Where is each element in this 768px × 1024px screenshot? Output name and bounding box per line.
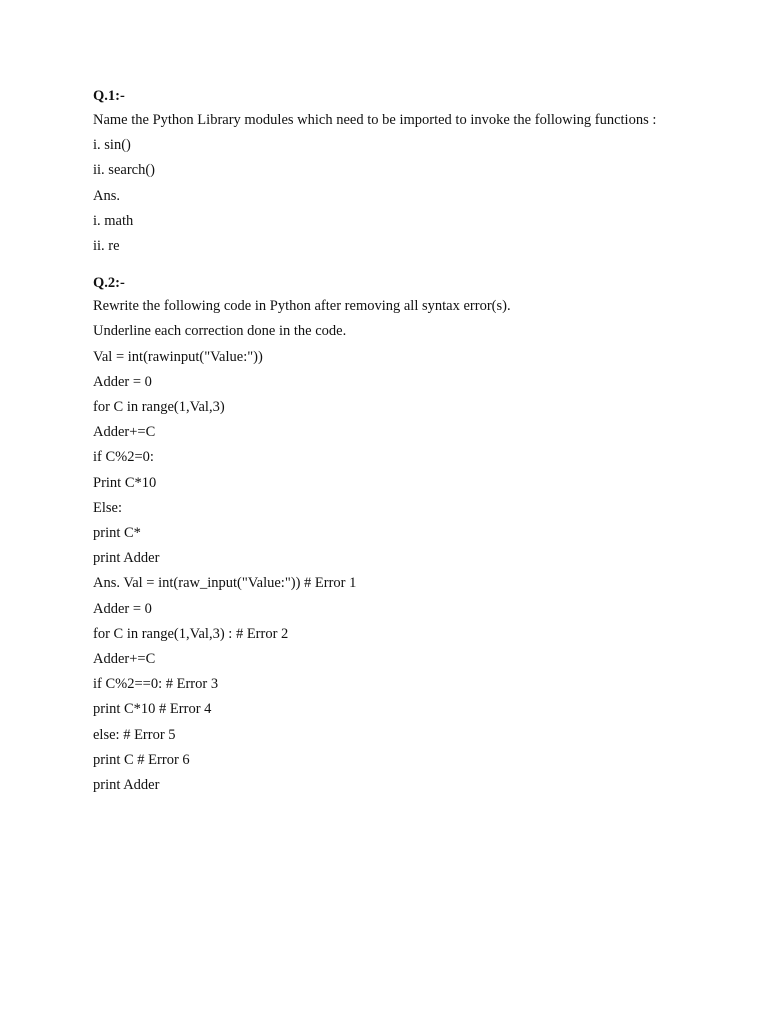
q1-line: i. sin() xyxy=(93,137,131,154)
q2-line: Ans. Val = int(raw_input("Value:")) # Error 1 xyxy=(93,575,357,592)
q2-line: Adder+=C xyxy=(93,424,156,441)
q2-line: Rewrite the following code in Python after removing all syntax error(s). xyxy=(93,298,511,315)
q1-line: ii. search() xyxy=(93,162,155,179)
q2-line: for C in range(1,Val,3) xyxy=(93,399,225,416)
q1-line: ii. re xyxy=(93,238,120,255)
q2-line: for C in range(1,Val,3) : # Error 2 xyxy=(93,625,289,642)
q1-line: Ans. xyxy=(93,187,120,204)
q2-body xyxy=(93,294,675,798)
q1-line: i. math xyxy=(93,212,134,229)
document-page xyxy=(93,86,675,798)
q1-heading: Q.1:- xyxy=(93,88,125,104)
q1-question: Name the Python Library modules which need to be imported to invoke the following functions : xyxy=(93,112,657,128)
q2-line: print Adder xyxy=(93,777,160,794)
q2-line: Adder+=C xyxy=(93,651,156,668)
q2-line: print C*10 # Error 4 xyxy=(93,701,212,718)
q2-line: print Adder xyxy=(93,550,160,567)
q2-line: Else: xyxy=(93,499,122,516)
q2-line: else: # Error 5 xyxy=(93,726,176,743)
q2-line: Underline each correction done in the code. xyxy=(93,323,347,340)
q2-line: Val = int(rawinput("Value:")) xyxy=(93,348,263,365)
q1-body xyxy=(93,108,675,259)
q2-line: if C%2==0: # Error 3 xyxy=(93,676,219,693)
q2-line: Adder = 0 xyxy=(93,373,152,390)
q2-line: print C* xyxy=(93,525,141,542)
q2-heading: Q.2:- xyxy=(93,275,125,292)
q2-line: Adder = 0 xyxy=(93,600,152,617)
q2-line: print C # Error 6 xyxy=(93,751,190,768)
q2-line: if C%2=0: xyxy=(93,449,154,466)
q2-line: Print C*10 xyxy=(93,474,157,491)
